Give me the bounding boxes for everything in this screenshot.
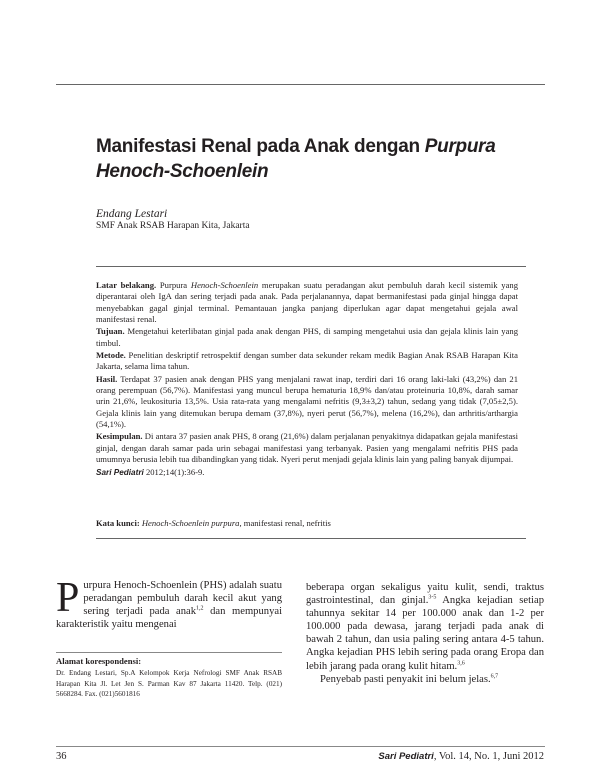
right-paragraph-2 [306, 673, 544, 686]
top-rule [56, 84, 545, 85]
author-affiliation: SMF Anak RSAB Harapan Kita, Jakarta [96, 221, 250, 231]
objective-text: Mengetahui keterlibatan ginjal pada anak dengan PHS, di samping mengetahui usia dan gejala klinis lain yang timbul. [96, 326, 518, 348]
page-number: 36 [56, 751, 67, 762]
abstract-background [96, 280, 518, 325]
keywords-bottom-rule [96, 538, 526, 539]
footer-journal-name: Sari Pediatri [378, 751, 434, 762]
intro-ref-1: 1,2 [196, 605, 204, 612]
footer-rule [56, 746, 545, 747]
keywords-italic: Henoch-Schoenlein purpura [139, 518, 240, 528]
right-text-2: Angka kejadian setiap tahunnya sekitar 14 per 100.000 anak dan 1-2 per 100.000 pada dewasa, jarang terjadi pada anak di bawah 2 tahun, dan usia paling sering antara 4-5 tahun. Angka kejadian PHS lebih sering pada orang Eropa dan lebih jarang pada orang kulit hitam. [306, 595, 545, 672]
abstract-conclusion [96, 431, 518, 465]
right-text-3: Penyebab pasti penyakit ini belum jelas. [320, 673, 491, 685]
citation-rest: 2012;14(1):36-9. [143, 466, 205, 477]
abstract [96, 280, 518, 479]
correspondence-title: Alamat korespondensi: [56, 656, 142, 666]
drop-cap: P [56, 575, 80, 621]
background-label: Latar belakang. [96, 280, 157, 290]
background-text-pre: Purpura [156, 280, 191, 290]
intro-text-2: dan mempunyai karakteristik yaitu mengenai [56, 606, 283, 631]
abstract-top-rule [96, 266, 526, 267]
background-text-italic: Henoch-Schoenlein [190, 280, 259, 290]
abstract-citation [96, 467, 518, 478]
conclusion-label: Kesimpulan. [96, 431, 143, 442]
right-text-1: beberapa organ sekaligus yaitu kulit, sendi, traktus gastrointestinal, dan ginjal. [306, 582, 544, 607]
body-column-right [306, 581, 544, 686]
right-ref-3: 6,7 [490, 673, 499, 680]
citation-journal: Sari Pediatri [96, 467, 144, 477]
title-main: Manifestasi Renal pada Anak dengan [96, 136, 425, 157]
results-label: Hasil. [96, 373, 118, 384]
abstract-objective [96, 326, 518, 349]
footer-journal-info [378, 751, 544, 762]
author-name: Endang Lestari [96, 208, 168, 220]
abstract-method [96, 350, 518, 373]
results-text: Terdapat 37 pasien anak dengan PHS yang menjalani rawat inap, terdiri dari 16 orang laki-laki (43,2%) dan 21 orang perempuan (56,7%). Manifestasi yang muncul berupa hematuria 18,9% dan/atau proteinuria 10,8%, darah samar urin 21,6%, leukosituria 13,5%. Usia rata-rata yang mengalami nefritis (9,3±3,2) tahun, sedang yang tidak (7,05±2,5). Gejala klinis lain yang ditemukan berupa demam (37,8%), nyeri perut (56,7%), melena (16,2%), dan arthritis/arthargia (54,1%). [96, 373, 518, 430]
title-italic: Purpura Henoch-Schoenlein [96, 136, 496, 182]
footer-issue: , Vol. 14, No. 1, Juni 2012 [433, 751, 544, 762]
intro-text-1: urpura Henoch-Schoenlein (PHS) adalah suatu peradangan pembuluh darah kecil akut yang sering terjadi pada anak [83, 580, 282, 618]
background-text-post: merupakan suatu peradangan akut pembuluh darah kecil sistemik yang diperantarai oleh IgA dan sering terjadi pada anak. Pada perjalanannya, dapat bermanifestasi pada ginjal hingga dapat menyebabkan gagal ginjal terminal. Pemantauan jangka panjang diperlukan agar dapat mengetahui gejala awal manifestasi renal. [96, 280, 519, 325]
keywords-rest: , manifestasi renal, nefritis [239, 518, 331, 528]
method-label: Metode. [96, 350, 126, 361]
article-title [96, 134, 536, 184]
objective-label: Tujuan. [96, 326, 125, 337]
keywords [96, 518, 526, 528]
intro-paragraph [56, 575, 283, 631]
right-ref-2: 3,6 [457, 660, 465, 667]
abstract-results [96, 374, 518, 431]
right-ref-1: 3-5 [428, 594, 437, 601]
body-column-left [56, 575, 283, 631]
correspondence-text: Dr. Endang Lestari, Sp.A Kelompok Kerja Nefrologi SMF Anak RSAB Harapan Kita Jl. Let Jen S. Parman Kav 87 Jakarta 11420. Telp. (021) 5668284. Fax. (021)5601816 [56, 669, 282, 698]
correspondence-rule [56, 652, 282, 653]
method-text: Penelitian deskriptif retrospektif dengan sumber data sekunder rekam medik Bagian Anak RSAB Harapan Kita Jakarta, selama lima tahun. [96, 350, 518, 372]
right-paragraph-1 [306, 581, 544, 673]
conclusion-text: Di antara 37 pasien anak PHS, 8 orang (21,6%) dalam perjalanan penyakitnya didapatkan gejala manifestasi ginjal, dengan darah samar pada urin sebagai manifestasi yang terbanyak. Pasien yang mengalami nefritis PHS pada umumnya berusia lebih tua dibandingkan yang tidak. Nyeri perut menjadi gejala klinis lain yang paling banyak dijumpai. [96, 431, 518, 465]
keywords-label: Kata kunci: [96, 518, 140, 528]
